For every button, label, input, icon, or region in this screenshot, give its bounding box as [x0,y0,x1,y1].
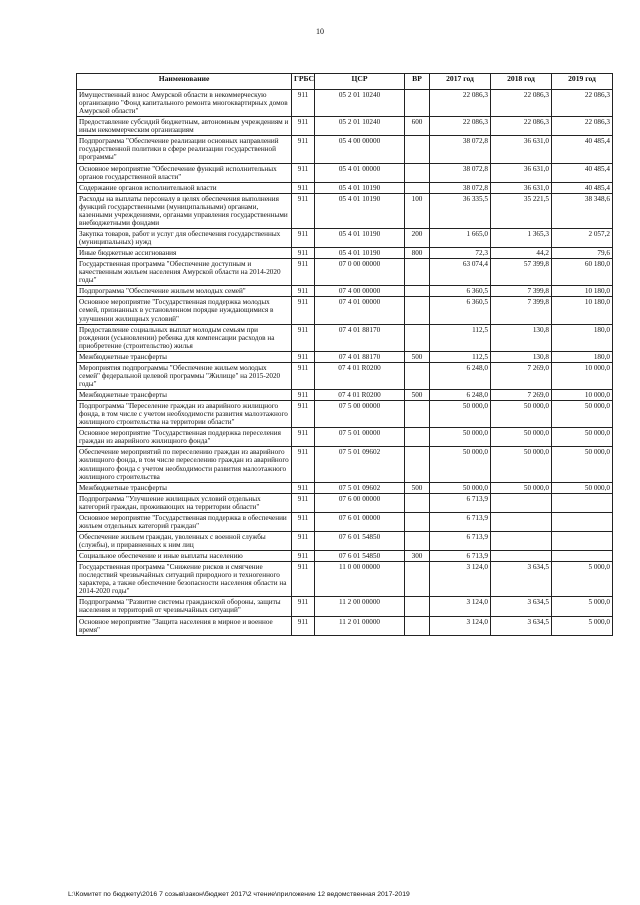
cell-csr: 07 6 00 00000 [315,493,405,512]
cell-2019: 50 000,0 [552,401,613,428]
cell-2017: 50 000,0 [430,401,491,428]
cell-csr: 07 5 00 00000 [315,401,405,428]
cell-csr: 05 2 01 10240 [315,90,405,117]
cell-name: Основное мероприятие "Обеспечение функций исполнительных органов государственной власти" [77,163,292,182]
cell-vr [405,136,430,163]
table-row [77,482,613,493]
table-row [77,117,613,136]
cell-csr: 05 4 01 10190 [315,193,405,228]
cell-vr [405,616,430,635]
cell-name: Закупка товаров, работ и услуг для обеспечения государственных (муниципальных) нужд [77,228,292,247]
cell-grbs: 911 [292,616,315,635]
cell-2019: 50 000,0 [552,482,613,493]
cell-2019: 10 000,0 [552,362,613,389]
cell-grbs: 911 [292,482,315,493]
cell-grbs: 911 [292,531,315,550]
table-row [77,248,613,259]
cell-name: Государственная программа "Снижение рисков и смягчение последствий чрезвычайных ситуаций природного и техногенного характера, а также обеспечение безопасности населения области на 2014-2020 годы" [77,562,292,597]
cell-grbs: 911 [292,390,315,401]
cell-grbs: 911 [292,163,315,182]
table-body [77,90,613,636]
cell-vr: 600 [405,117,430,136]
cell-csr: 11 2 01 00000 [315,616,405,635]
cell-2017: 3 124,0 [430,562,491,597]
cell-2019: 10 000,0 [552,390,613,401]
cell-grbs: 911 [292,493,315,512]
cell-2018: 35 221,5 [491,193,552,228]
cell-vr [405,447,430,482]
cell-2018: 44,2 [491,248,552,259]
cell-2019: 5 000,0 [552,597,613,616]
cell-name: Основное мероприятие "Государственная поддержка переселения граждан из аварийного жилищного фонда" [77,428,292,447]
cell-csr: 05 4 00 00000 [315,136,405,163]
cell-2017: 112,5 [430,324,491,351]
cell-2018: 50 000,0 [491,447,552,482]
cell-2018: 36 631,0 [491,182,552,193]
cell-grbs: 911 [292,401,315,428]
cell-name: Обеспечение жильем граждан, уволенных с военной службы (службы), и приравненных к ним лиц [77,531,292,550]
cell-grbs: 911 [292,193,315,228]
cell-2018: 57 399,8 [491,259,552,286]
cell-name: Обеспечение мероприятий по переселению граждан из аварийного жилищного фонда, в том числе переселению граждан из аварийного жилищного фонда с учетом необходимости развития малоэтажного жилищного строительства [77,447,292,482]
cell-vr [405,531,430,550]
cell-csr: 07 4 01 00000 [315,297,405,324]
cell-csr: 07 4 01 88170 [315,324,405,351]
table-row [77,351,613,362]
table-row [77,597,613,616]
table-row [77,428,613,447]
cell-vr [405,493,430,512]
cell-name: Подпрограмма "Развитие системы гражданской обороны, защиты населения и территорий от чрезвычайных ситуаций" [77,597,292,616]
cell-2017: 36 335,5 [430,193,491,228]
cell-grbs: 911 [292,351,315,362]
table-row [77,136,613,163]
cell-2017: 63 074,4 [430,259,491,286]
cell-2019: 40 485,4 [552,163,613,182]
cell-2019: 50 000,0 [552,447,613,482]
header-2018: 2018 год [491,74,552,90]
table-row [77,193,613,228]
cell-2017: 6 713,9 [430,493,491,512]
cell-csr: 07 5 01 09602 [315,482,405,493]
cell-csr: 11 0 00 00000 [315,562,405,597]
cell-csr: 07 6 01 54850 [315,551,405,562]
table-row [77,362,613,389]
table-row [77,616,613,635]
cell-2018: 7 399,8 [491,286,552,297]
table-row [77,512,613,531]
cell-2017: 6 248,0 [430,362,491,389]
cell-name: Подпрограмма "Обеспечение реализации основных направлений государственной политики в сфере реализации государственной программы" [77,136,292,163]
cell-2019: 50 000,0 [552,428,613,447]
page-number: 10 [316,27,324,36]
cell-2017: 6 713,9 [430,531,491,550]
cell-vr [405,597,430,616]
cell-grbs: 911 [292,362,315,389]
cell-2017: 38 072,8 [430,163,491,182]
cell-2019: 180,0 [552,351,613,362]
table-row [77,531,613,550]
cell-name: Предоставление социальных выплат молодым семьям при рождении (усыновлении) ребенка для компенсации расходов на приобретение (строительство) жилья [77,324,292,351]
table-row [77,447,613,482]
cell-2017: 6 248,0 [430,390,491,401]
cell-vr [405,286,430,297]
cell-grbs: 911 [292,597,315,616]
header-vr: ВР [405,74,430,90]
cell-csr: 05 2 01 10240 [315,117,405,136]
cell-2018: 130,8 [491,351,552,362]
cell-2018: 3 634,5 [491,597,552,616]
cell-name: Основное мероприятие "Государственная поддержка молодых семей, признанных в установленном порядке нуждающимися в улучшении жилищных условий" [77,297,292,324]
cell-2018: 3 634,5 [491,562,552,597]
cell-grbs: 911 [292,551,315,562]
cell-2019 [552,531,613,550]
cell-2018: 130,8 [491,324,552,351]
header-csr: ЦСР [315,74,405,90]
cell-csr: 11 2 00 00000 [315,597,405,616]
footer-file-path: L:\Комитет по бюджету\2016 7 созыв\закон\бюджет 2017\2 чтение\приложение 12 ведомственная 2017-2019 [68,891,410,898]
cell-csr: 05 4 01 10190 [315,248,405,259]
cell-vr: 500 [405,351,430,362]
cell-2018: 22 086,3 [491,90,552,117]
cell-2017: 1 665,0 [430,228,491,247]
cell-name: Расходы на выплаты персоналу в целях обеспечения выполнения функций государственными (муниципальными) органами, казенными учреждениями, органами управления государственными внебюджетными фондами [77,193,292,228]
cell-2017: 6 360,5 [430,286,491,297]
cell-vr [405,362,430,389]
cell-vr [405,324,430,351]
cell-2018: 36 631,0 [491,136,552,163]
cell-grbs: 911 [292,228,315,247]
table-row [77,286,613,297]
cell-grbs: 911 [292,324,315,351]
cell-2017: 6 713,9 [430,512,491,531]
cell-2019: 40 485,4 [552,182,613,193]
cell-name: Основное мероприятие "Защита населения в мирное и военное время" [77,616,292,635]
table-row [77,562,613,597]
cell-2019: 5 000,0 [552,562,613,597]
cell-vr: 500 [405,390,430,401]
cell-csr: 05 4 01 00000 [315,163,405,182]
header-2017: 2017 год [430,74,491,90]
cell-2018 [491,551,552,562]
cell-vr [405,182,430,193]
cell-name: Межбюджетные трансферты [77,390,292,401]
cell-grbs: 911 [292,182,315,193]
cell-2019 [552,551,613,562]
cell-2017: 72,3 [430,248,491,259]
cell-2018 [491,512,552,531]
cell-2018: 7 269,0 [491,362,552,389]
cell-2018 [491,531,552,550]
cell-vr [405,562,430,597]
cell-grbs: 911 [292,248,315,259]
cell-2018: 7 399,8 [491,297,552,324]
cell-2019: 79,6 [552,248,613,259]
cell-name: Содержание органов исполнительной власти [77,182,292,193]
cell-2018: 22 086,3 [491,117,552,136]
cell-name: Предоставление субсидий бюджетным, автономным учреждениям и иным некоммерческим организациям [77,117,292,136]
cell-2017: 3 124,0 [430,616,491,635]
header-2019: 2019 год [552,74,613,90]
cell-2019: 40 485,4 [552,136,613,163]
cell-vr: 500 [405,482,430,493]
table-row [77,182,613,193]
cell-csr: 05 4 01 10190 [315,228,405,247]
cell-2017: 3 124,0 [430,597,491,616]
table-row [77,551,613,562]
cell-2018: 36 631,0 [491,163,552,182]
table-row [77,493,613,512]
cell-vr: 800 [405,248,430,259]
cell-grbs: 911 [292,90,315,117]
cell-name: Межбюджетные трансферты [77,351,292,362]
cell-2018: 50 000,0 [491,428,552,447]
cell-2019: 22 086,3 [552,90,613,117]
header-name: Наименование [77,74,292,90]
header-grbs: ГРБС [292,74,315,90]
cell-name: Основное мероприятие "Государственная поддержка в обеспечении жильем отдельных категорий граждан" [77,512,292,531]
cell-name: Подпрограмма "Улучшение жилищных условий отдельных категорий граждан, проживающих на территории области" [77,493,292,512]
cell-2019 [552,493,613,512]
table-row [77,324,613,351]
cell-2018: 7 269,0 [491,390,552,401]
cell-2017: 38 072,8 [430,136,491,163]
cell-2017: 50 000,0 [430,482,491,493]
cell-2018: 50 000,0 [491,482,552,493]
cell-2017: 50 000,0 [430,447,491,482]
cell-vr [405,428,430,447]
cell-name: Имущественный взнос Амурской области в некоммерческую организацию "Фонд капитального ремонта многоквартирных домов Амурской области" [77,90,292,117]
cell-2017: 6 360,5 [430,297,491,324]
cell-vr: 200 [405,228,430,247]
cell-2019: 60 180,0 [552,259,613,286]
table-row [77,163,613,182]
cell-name: Мероприятия подпрограммы "Обеспечение жильем молодых семей" федеральной целевой программы "Жилище" на 2015-2020 годы" [77,362,292,389]
table-row [77,228,613,247]
cell-grbs: 911 [292,259,315,286]
cell-csr: 07 4 01 R0200 [315,390,405,401]
cell-name: Социальное обеспечение и иные выплаты населению [77,551,292,562]
cell-vr [405,401,430,428]
budget-table [76,73,613,636]
cell-csr: 07 5 01 09602 [315,447,405,482]
cell-grbs: 911 [292,562,315,597]
cell-2019: 10 180,0 [552,297,613,324]
cell-vr [405,297,430,324]
cell-name: Подпрограмма "Переселение граждан из аварийного жилищного фонда, в том числе с учетом необходимости развития малоэтажного жилищного строительства на территории области" [77,401,292,428]
cell-vr: 300 [405,551,430,562]
cell-csr: 07 4 01 88170 [315,351,405,362]
cell-2018 [491,493,552,512]
cell-csr: 07 6 01 54850 [315,531,405,550]
cell-csr: 07 4 00 00000 [315,286,405,297]
cell-2018: 50 000,0 [491,401,552,428]
cell-name: Государственная программа "Обеспечение доступным и качественным жильем населения Амурской области на 2014-2020 годы" [77,259,292,286]
cell-2019: 10 180,0 [552,286,613,297]
cell-2019: 22 086,3 [552,117,613,136]
table-row [77,390,613,401]
cell-vr: 100 [405,193,430,228]
cell-2017: 50 000,0 [430,428,491,447]
table-row [77,90,613,117]
cell-2019: 180,0 [552,324,613,351]
cell-grbs: 911 [292,447,315,482]
cell-2017: 22 086,3 [430,90,491,117]
cell-csr: 07 4 01 R0200 [315,362,405,389]
cell-2018: 1 365,3 [491,228,552,247]
cell-vr [405,259,430,286]
cell-2017: 38 072,8 [430,182,491,193]
cell-vr [405,512,430,531]
cell-csr: 07 6 01 00000 [315,512,405,531]
cell-2019: 2 057,2 [552,228,613,247]
cell-grbs: 911 [292,136,315,163]
table-row [77,401,613,428]
table-row [77,297,613,324]
cell-2017: 6 713,9 [430,551,491,562]
cell-grbs: 911 [292,117,315,136]
cell-vr [405,90,430,117]
cell-name: Подпрограмма "Обеспечение жильем молодых семей" [77,286,292,297]
cell-grbs: 911 [292,512,315,531]
table-row [77,259,613,286]
table-header-row [77,74,613,90]
cell-csr: 07 0 00 00000 [315,259,405,286]
cell-vr [405,163,430,182]
cell-2017: 22 086,3 [430,117,491,136]
cell-2017: 112,5 [430,351,491,362]
cell-name: Межбюджетные трансферты [77,482,292,493]
cell-grbs: 911 [292,286,315,297]
cell-grbs: 911 [292,428,315,447]
cell-2018: 3 634,5 [491,616,552,635]
cell-grbs: 911 [292,297,315,324]
cell-csr: 05 4 01 10190 [315,182,405,193]
cell-csr: 07 5 01 00000 [315,428,405,447]
cell-2019: 38 348,6 [552,193,613,228]
cell-2019: 5 000,0 [552,616,613,635]
cell-2019 [552,512,613,531]
cell-name: Иные бюджетные ассигнования [77,248,292,259]
